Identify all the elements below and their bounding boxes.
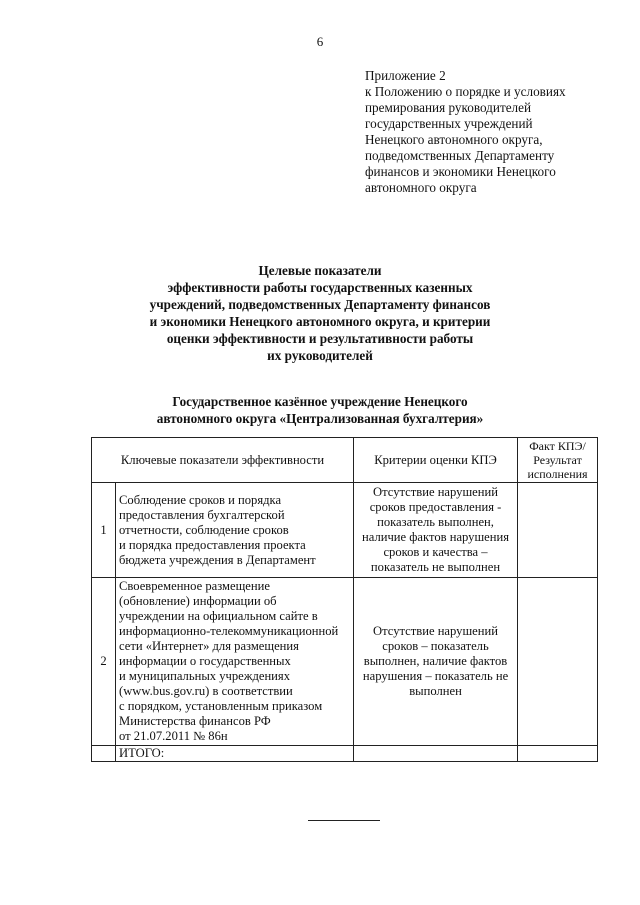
criteria-line: Отсутствие нарушений: [373, 624, 498, 638]
title-line: учреждений, подведомственных Департаменту финансов: [149, 297, 491, 312]
indicator-line: Министерства финансов РФ: [119, 714, 271, 728]
title-line: оценки эффективности и результативности работы: [166, 331, 474, 346]
criteria-line: выполнен: [409, 684, 462, 698]
indicator-line: Своевременное размещение: [119, 579, 270, 593]
total-label: ИТОГО:: [116, 746, 354, 762]
indicator-cell: [116, 578, 354, 746]
appendix-line: премирования руководителей: [365, 100, 532, 115]
title-line: эффективности работы государственных казенных: [167, 280, 473, 295]
title-line: и экономики Ненецкого автономного округа, и критерии: [149, 314, 491, 329]
criteria-line: показатель выполнен,: [377, 515, 494, 529]
appendix-line: Ненецкого автономного округа,: [365, 132, 543, 147]
kpi-table: [91, 437, 598, 762]
criteria-line: показатель не выполнен: [370, 560, 501, 574]
row-number: 2: [92, 578, 116, 746]
header-fact-line: Результат: [533, 453, 582, 467]
criteria-line: Отсутствие нарушений: [373, 485, 498, 499]
table-row: [92, 483, 598, 578]
institution-heading: [0, 393, 640, 427]
indicator-cell: [116, 483, 354, 578]
indicator-line: информации о государственных: [119, 654, 291, 668]
header-fact-line: исполнения: [527, 467, 588, 481]
institution-line: Государственное казённое учреждение Ненецкого: [172, 394, 468, 409]
criteria-cell: [354, 483, 518, 578]
criteria-line: сроков и качества –: [383, 545, 488, 559]
fact-cell: [518, 578, 598, 746]
header-fact-line: Факт КПЭ/: [529, 439, 586, 453]
indicator-line: и порядка предоставления проекта: [119, 537, 306, 552]
institution-line: автономного округа «Централизованная бухгалтерия»: [156, 411, 484, 426]
title-line: их руководителей: [267, 348, 373, 363]
footer-divider: [308, 820, 380, 821]
criteria-cell: [354, 578, 518, 746]
title-line: Целевые показатели: [258, 263, 382, 278]
indicator-line: (www.bus.gov.ru) в соответствии: [119, 684, 293, 698]
appendix-line: Приложение 2: [365, 68, 446, 83]
criteria-line: нарушения – показатель не: [362, 669, 509, 683]
appendix-line: автономного округа: [365, 180, 477, 195]
appendix-line: финансов и экономики Ненецкого: [365, 164, 556, 179]
criteria-line: выполнен, наличие фактов: [363, 654, 508, 668]
total-criteria-cell: [354, 746, 518, 762]
appendix-line: подведомственных Департаменту: [365, 148, 555, 163]
indicator-line: от 21.07.2011 № 86н: [119, 729, 228, 743]
table-row: [92, 578, 598, 746]
header-criteria: Критерии оценки КПЭ: [354, 438, 518, 483]
indicator-line: учреждении на официальном сайте в: [119, 609, 318, 623]
criteria-line: наличие фактов нарушения: [362, 530, 510, 544]
indicator-line: с порядком, установленным приказом: [119, 699, 323, 713]
total-fact-cell: [518, 746, 598, 762]
appendix-line: государственных учреждений: [365, 116, 533, 131]
page-number: 6: [316, 34, 324, 49]
row-number: 1: [92, 483, 116, 578]
total-number-cell: [92, 746, 116, 762]
fact-cell: [518, 483, 598, 578]
appendix-line: к Положению о порядке и условиях: [365, 84, 566, 99]
document-title: [0, 262, 640, 364]
appendix-block: [365, 68, 605, 196]
indicator-line: и муниципальных учреждениях: [119, 669, 291, 683]
indicator-line: предоставления бухгалтерской: [119, 507, 285, 522]
total-row: [92, 746, 598, 762]
indicator-line: информационно-телекоммуникационной: [119, 624, 339, 638]
table-header-row: [92, 438, 598, 483]
criteria-line: сроков предоставления -: [369, 500, 502, 514]
indicator-line: Соблюдение сроков и порядка: [119, 492, 282, 507]
header-indicators: Ключевые показатели эффективности: [92, 438, 354, 483]
header-fact: [518, 438, 598, 483]
indicator-line: отчетности, соблюдение сроков: [119, 522, 289, 537]
indicator-line: сети «Интернет» для размещения: [119, 639, 299, 653]
indicator-line: бюджета учреждения в Департамент: [119, 552, 316, 567]
criteria-line: сроков – показатель: [382, 639, 489, 653]
indicator-line: (обновление) информации об: [119, 594, 277, 608]
